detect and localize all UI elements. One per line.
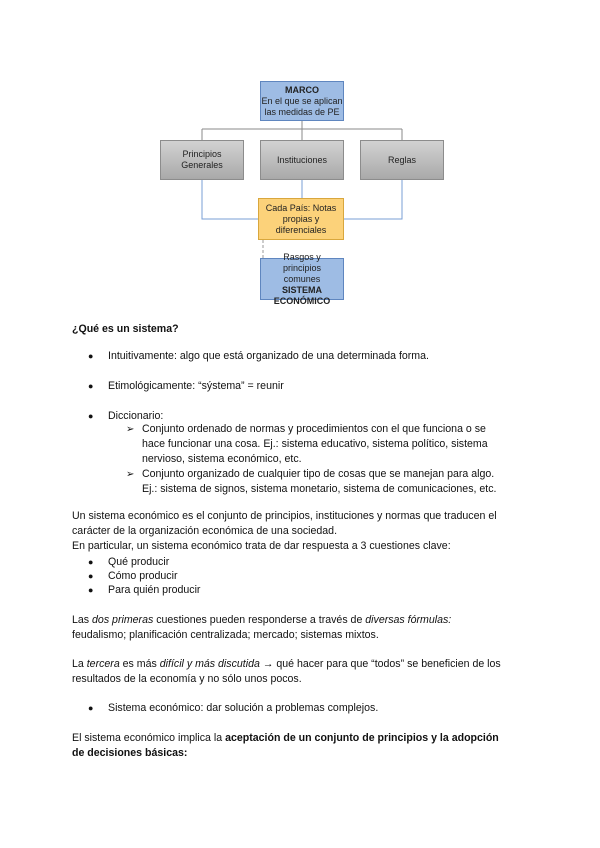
- bullet-dot-icon: ●: [88, 703, 94, 713]
- marco-box: [260, 81, 344, 121]
- sub-item-1-line-1: Conjunto ordenado de normas y procedimientos con el que funciona o se: [142, 423, 486, 435]
- principios-box: [160, 140, 244, 180]
- para2-d: diversas fórmulas:: [365, 614, 452, 626]
- paragraph-sistema-economico: [72, 509, 532, 554]
- bullet-dot-icon: ●: [88, 571, 94, 581]
- para1-line-2: carácter de la organización económica de una sociedad.: [72, 525, 338, 537]
- sub-item-1-line-3: nervioso, sistema económico, etc.: [142, 453, 302, 465]
- para4-line-1: [72, 731, 532, 746]
- para2-c: cuestiones pueden responderse a través de: [153, 614, 366, 626]
- para4-line-2: [72, 746, 532, 761]
- para2-line-2: feudalismo; planificación centralizada; mercado; sistemas mixtos.: [72, 629, 379, 641]
- paragraph-tercera: [72, 657, 532, 687]
- reglas-label: Reglas: [387, 154, 416, 165]
- instituciones-box: [260, 140, 344, 180]
- bullet-dot-icon: ●: [88, 351, 94, 361]
- sub-item-2-line-2: Ej.: sistema de signos, sistema monetario, sistema de comunicaciones, etc.: [142, 483, 497, 495]
- para3-b: tercera: [86, 658, 120, 670]
- para2-line-1: [72, 613, 532, 628]
- para1-line-1: Un sistema económico es el conjunto de principios, instituciones y normas que traducen el: [72, 510, 497, 522]
- rasgos-label: [265, 252, 339, 307]
- sub-item-2-text: [142, 467, 526, 497]
- paragraph-implica: [72, 731, 532, 761]
- para3-line-2: resultados de la economía y no sólo unos pocos.: [72, 673, 302, 685]
- arrow-bullet-icon: ➢: [126, 424, 135, 435]
- rasgos-bold-text: SISTEMA ECONÓMICO: [273, 284, 331, 306]
- bullet-dot-icon: ●: [88, 557, 94, 567]
- marco-subtitle: En el que se aplican las medidas de PE: [261, 95, 343, 117]
- bullet-text: Etimológicamente: “sýstema” = reunir: [108, 380, 284, 392]
- sub-item-1-line-2: hace funcionar una cosa. Ej.: sistema educativo, sistema político, sistema: [142, 438, 488, 450]
- instituciones-label: Instituciones: [276, 154, 328, 165]
- para3-c: es más: [119, 658, 160, 670]
- bullet-text: Diccionario:: [108, 410, 164, 422]
- para4-l2: de decisiones básicas:: [72, 747, 188, 759]
- bullet-dot-icon: ●: [88, 381, 94, 391]
- bullet-dot-icon: ●: [88, 585, 94, 595]
- paragraph-dos-primeras: [72, 613, 532, 643]
- section-heading: [72, 322, 532, 337]
- sub-item-2-line-1: Conjunto organizado de cualquier tipo de cosas que se manejan para algo.: [142, 468, 495, 480]
- sub-item-1-text: [142, 422, 526, 467]
- para3-e: → qué hacer para que “todos” se beneficien de los: [259, 658, 501, 670]
- heading-text: ¿Qué es un sistema?: [72, 323, 179, 335]
- bullet-dot-icon: ●: [88, 411, 94, 421]
- question-text: Qué producir: [108, 556, 170, 568]
- para3-line-1: [72, 657, 532, 672]
- rasgos-text: Rasgos y principios comunes: [282, 251, 322, 284]
- reglas-box: [360, 140, 444, 180]
- para4-a: El sistema económico implica la: [72, 732, 226, 744]
- concept-diagram: [0, 0, 600, 310]
- para2-b: dos primeras: [92, 614, 154, 626]
- question-text: Para quién producir: [108, 584, 201, 596]
- para1-line-3: En particular, un sistema económico trata de dar respuesta a 3 cuestiones clave:: [72, 540, 451, 552]
- arrow-bullet-icon: ➢: [126, 469, 135, 480]
- principios-label: Principios Generales: [181, 149, 223, 170]
- para3-a: La: [72, 658, 87, 670]
- cada-pais-label: Cada País: Notas propias y diferenciales: [265, 202, 337, 235]
- marco-title: MARCO: [285, 84, 319, 95]
- para2-a: Las: [72, 614, 93, 626]
- bullet-text: Sistema económico: dar solución a problemas complejos.: [108, 702, 379, 714]
- rasgos-box: [260, 251, 344, 306]
- bullet-text: Intuitivamente: algo que está organizado de una determinada forma.: [108, 350, 429, 362]
- question-text: Cómo producir: [108, 570, 178, 582]
- para3-d: difícil y más discutida: [159, 658, 260, 670]
- para4-b: aceptación de un conjunto de principios y la adopción: [225, 732, 499, 744]
- cada-pais-box: [258, 198, 344, 240]
